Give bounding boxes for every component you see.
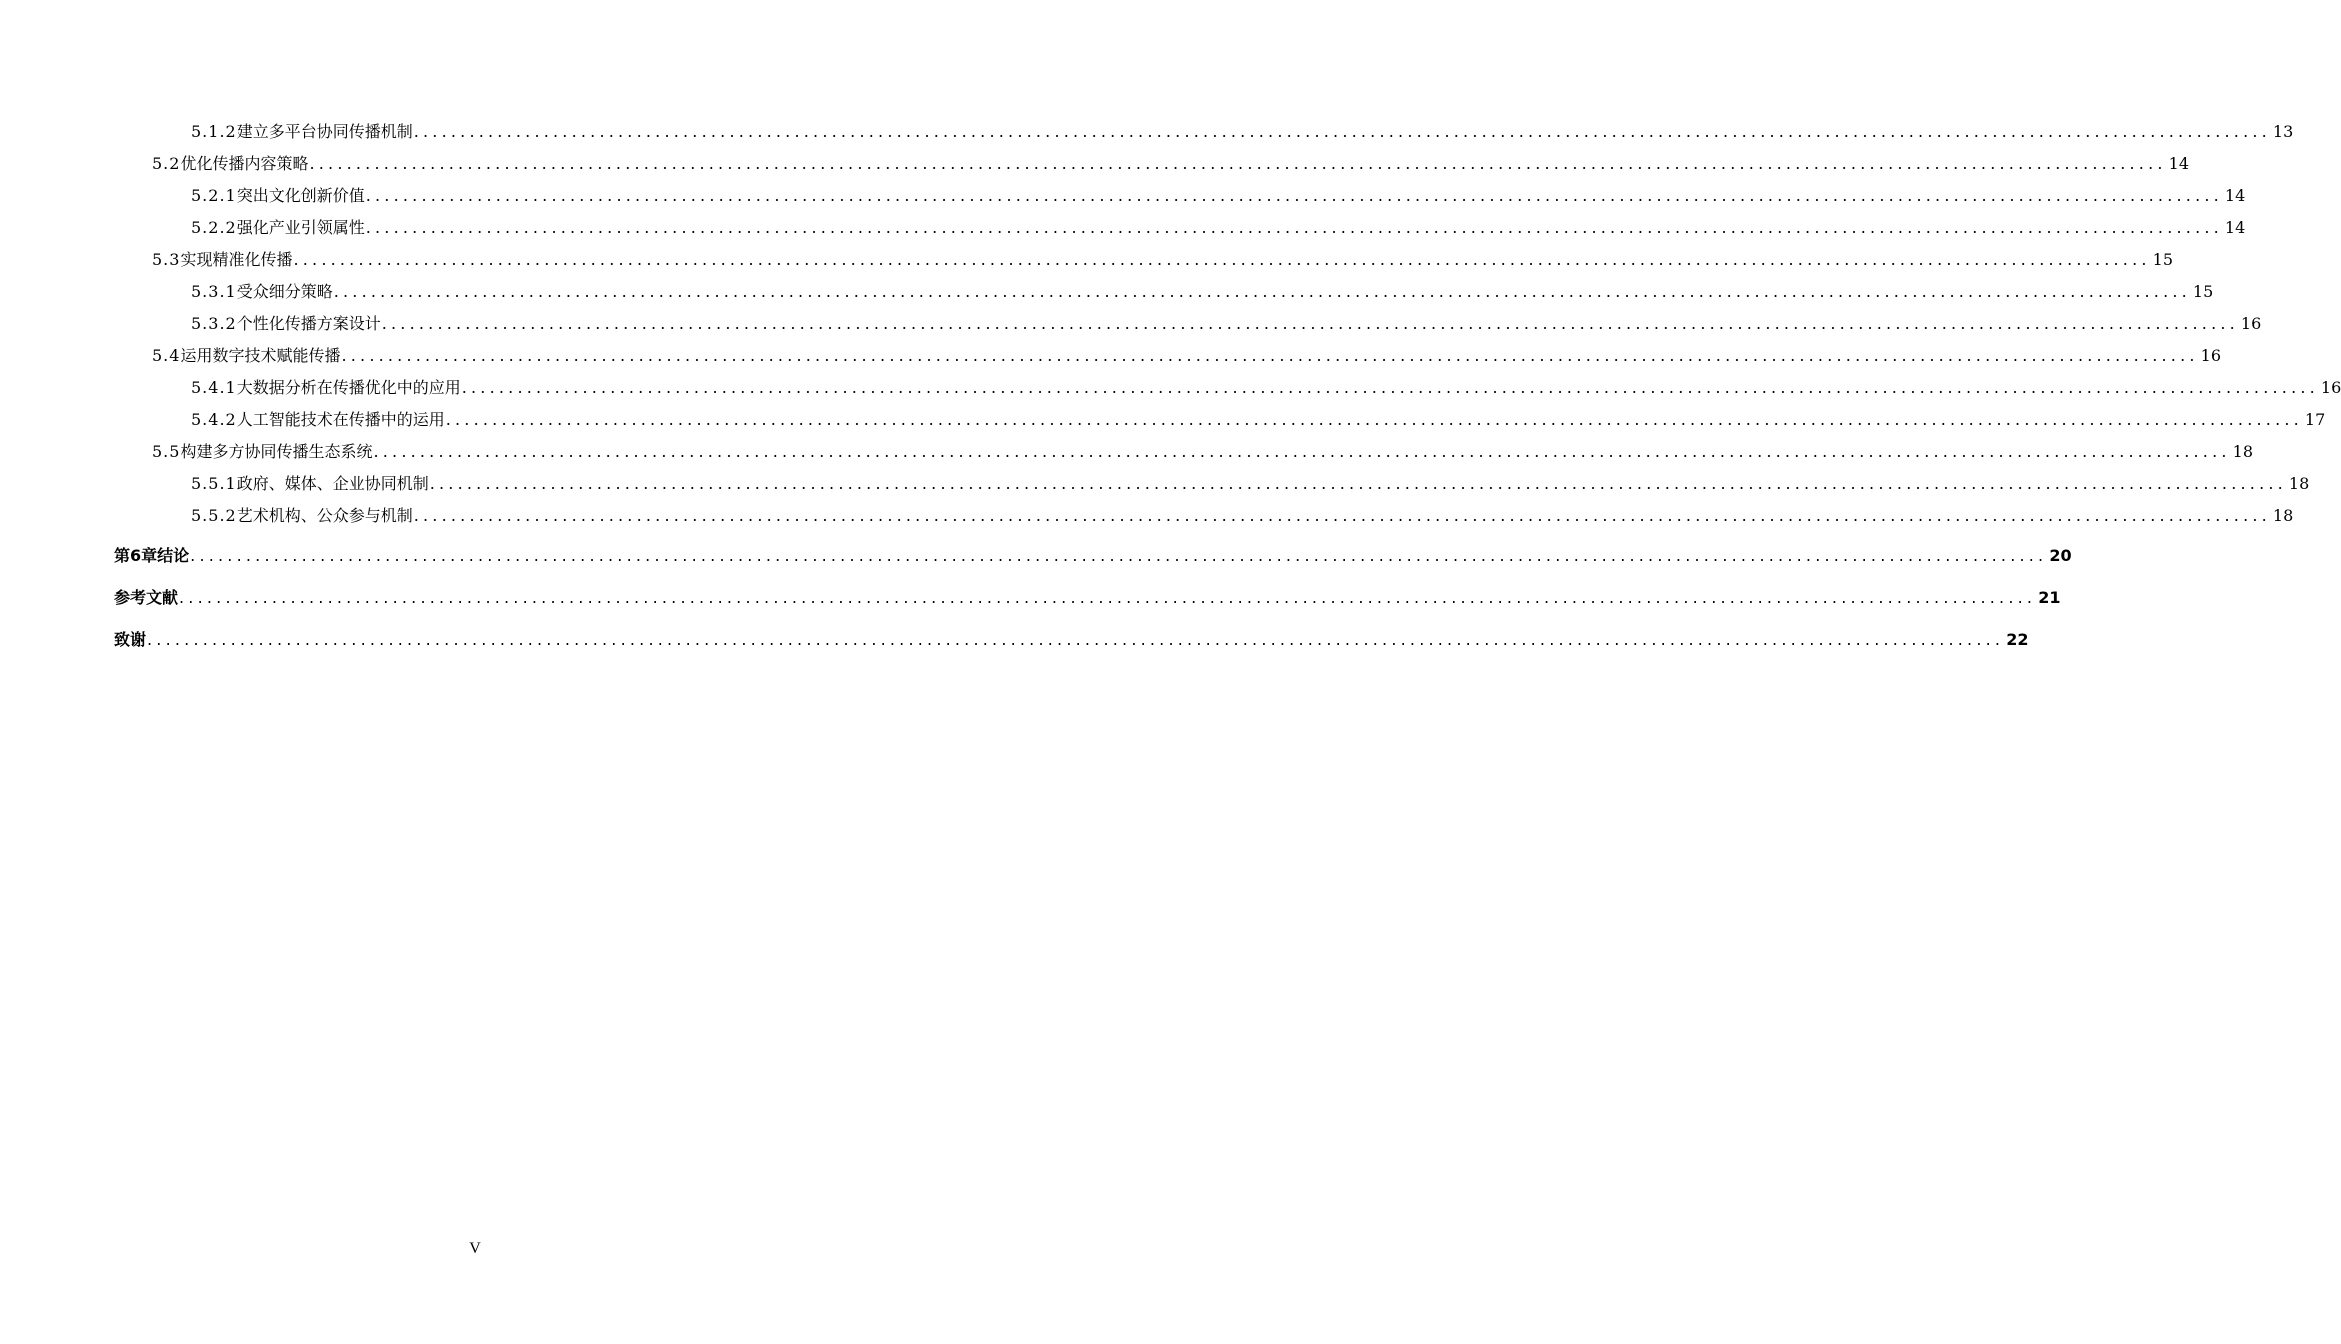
toc-entry-title: 艺术机构、公众参与机制 bbox=[236, 506, 413, 525]
toc-leader-dots: ........................................................................................................................................................................................................ bbox=[293, 250, 2151, 269]
toc-entry-number: 5.4.2 bbox=[191, 410, 237, 429]
toc-entry-title: 构建多方协同传播生态系统 bbox=[180, 442, 373, 461]
toc-entry-page: 18 bbox=[2272, 506, 2294, 525]
toc-entry-number: 5.4 bbox=[152, 346, 181, 365]
toc-leader-dots: ........................................................................................................................................................................................................ bbox=[147, 630, 2005, 649]
toc-entry-title: 受众细分策略 bbox=[236, 282, 333, 301]
toc-entry[interactable] bbox=[152, 153, 2190, 175]
toc-entry[interactable] bbox=[191, 185, 2246, 207]
toc-leader-dots: ........................................................................................................................................................................................................ bbox=[373, 442, 2231, 461]
toc-entry-number: 第6章 bbox=[114, 546, 158, 565]
toc-entry-title: 突出文化创新价值 bbox=[236, 186, 365, 205]
toc-entry-title: 大数据分析在传播优化中的应用 bbox=[236, 378, 461, 397]
toc-entry-page: 18 bbox=[2288, 474, 2310, 493]
toc-leader-dots: ........................................................................................................................................................................................................ bbox=[365, 186, 2223, 205]
toc-entry-number: 5.3.2 bbox=[191, 314, 237, 333]
toc-leader-dots: ........................................................................................................................................................................................................ bbox=[461, 378, 2319, 397]
toc-entry-number: 5.5.1 bbox=[191, 474, 237, 493]
toc-entry-page: 20 bbox=[2049, 546, 2072, 565]
toc-entry[interactable] bbox=[191, 121, 2294, 143]
toc-entry-page: 14 bbox=[2224, 186, 2246, 205]
toc-entry[interactable] bbox=[191, 505, 2294, 527]
toc-entry-page: 21 bbox=[2038, 588, 2061, 607]
toc-leader-dots: ........................................................................................................................................................................................................ bbox=[429, 474, 2287, 493]
toc-entry[interactable] bbox=[191, 409, 2326, 431]
toc-leader-dots: ........................................................................................................................................................................................................ bbox=[190, 546, 2048, 565]
toc-entry-number: 5.3 bbox=[152, 250, 181, 269]
toc-entry-title: 政府、媒体、企业协同机制 bbox=[236, 474, 429, 493]
toc-entry[interactable] bbox=[191, 377, 2341, 399]
toc-leader-dots: ........................................................................................................................................................................................................ bbox=[413, 506, 2271, 525]
toc-entry-number: 5.3.1 bbox=[191, 282, 237, 301]
toc-entry-page: 22 bbox=[2006, 630, 2029, 649]
toc-entry-number: 5.4.1 bbox=[191, 378, 237, 397]
toc-entry[interactable] bbox=[152, 345, 2222, 367]
toc-entry-title: 强化产业引领属性 bbox=[236, 218, 365, 237]
toc-entry[interactable] bbox=[191, 313, 2262, 335]
toc-leader-dots: ........................................................................................................................................................................................................ bbox=[341, 346, 2199, 365]
toc-entry[interactable] bbox=[191, 217, 2246, 239]
toc-entry-page: 17 bbox=[2304, 410, 2326, 429]
toc-entry-page: 16 bbox=[2320, 378, 2341, 397]
toc-entry-page: 15 bbox=[2152, 250, 2174, 269]
toc-entry-number: 5.5 bbox=[152, 442, 181, 461]
toc-entry-references[interactable] bbox=[114, 587, 2061, 609]
toc-entry-number: 5.2 bbox=[152, 154, 181, 173]
toc-entry-title: 个性化传播方案设计 bbox=[236, 314, 381, 333]
toc-entry-title: 人工智能技术在传播中的运用 bbox=[236, 410, 445, 429]
toc-entry-number: 5.5.2 bbox=[191, 506, 237, 525]
toc-entry[interactable] bbox=[191, 281, 2214, 303]
toc-leader-dots: ........................................................................................................................................................................................................ bbox=[381, 314, 2239, 333]
toc-leader-dots: ........................................................................................................................................................................................................ bbox=[445, 410, 2303, 429]
page-number: V bbox=[469, 1240, 481, 1257]
toc-entry-number: 5.2.1 bbox=[191, 186, 237, 205]
toc-entry-page: 15 bbox=[2192, 282, 2214, 301]
toc-leader-dots: ........................................................................................................................................................................................................ bbox=[309, 154, 2167, 173]
toc-leader-dots: ........................................................................................................................................................................................................ bbox=[179, 588, 2037, 607]
toc-entry-title: 运用数字技术赋能传播 bbox=[180, 346, 341, 365]
toc-entry-page: 13 bbox=[2272, 122, 2294, 141]
toc-entry-page: 16 bbox=[2200, 346, 2222, 365]
toc-entry-number: 5.2.2 bbox=[191, 218, 237, 237]
toc-leader-dots: ........................................................................................................................................................................................................ bbox=[365, 218, 2223, 237]
toc-entry-chapter[interactable] bbox=[114, 545, 2072, 567]
toc-entry-title: 结论 bbox=[157, 546, 190, 565]
toc-entry-page: 16 bbox=[2240, 314, 2262, 333]
toc-entry-page: 14 bbox=[2224, 218, 2246, 237]
toc-entry-title: 参考文献 bbox=[114, 588, 179, 607]
toc-entry-title: 建立多平台协同传播机制 bbox=[236, 122, 413, 141]
toc-entry-title: 致谢 bbox=[114, 630, 147, 649]
toc-leader-dots: ........................................................................................................................................................................................................ bbox=[413, 122, 2271, 141]
toc-entry[interactable] bbox=[152, 249, 2174, 271]
toc-entry-title: 优化传播内容策略 bbox=[180, 154, 309, 173]
toc-entry-page: 18 bbox=[2232, 442, 2254, 461]
toc-entry-acknowledgements[interactable] bbox=[114, 629, 2029, 651]
toc-entry-number: 5.1.2 bbox=[191, 122, 237, 141]
toc-entry[interactable] bbox=[191, 473, 2310, 495]
toc-entry-title: 实现精准化传播 bbox=[180, 250, 293, 269]
toc-entry-page: 14 bbox=[2168, 154, 2190, 173]
toc-entry[interactable] bbox=[152, 441, 2254, 463]
toc-leader-dots: ........................................................................................................................................................................................................ bbox=[333, 282, 2191, 301]
